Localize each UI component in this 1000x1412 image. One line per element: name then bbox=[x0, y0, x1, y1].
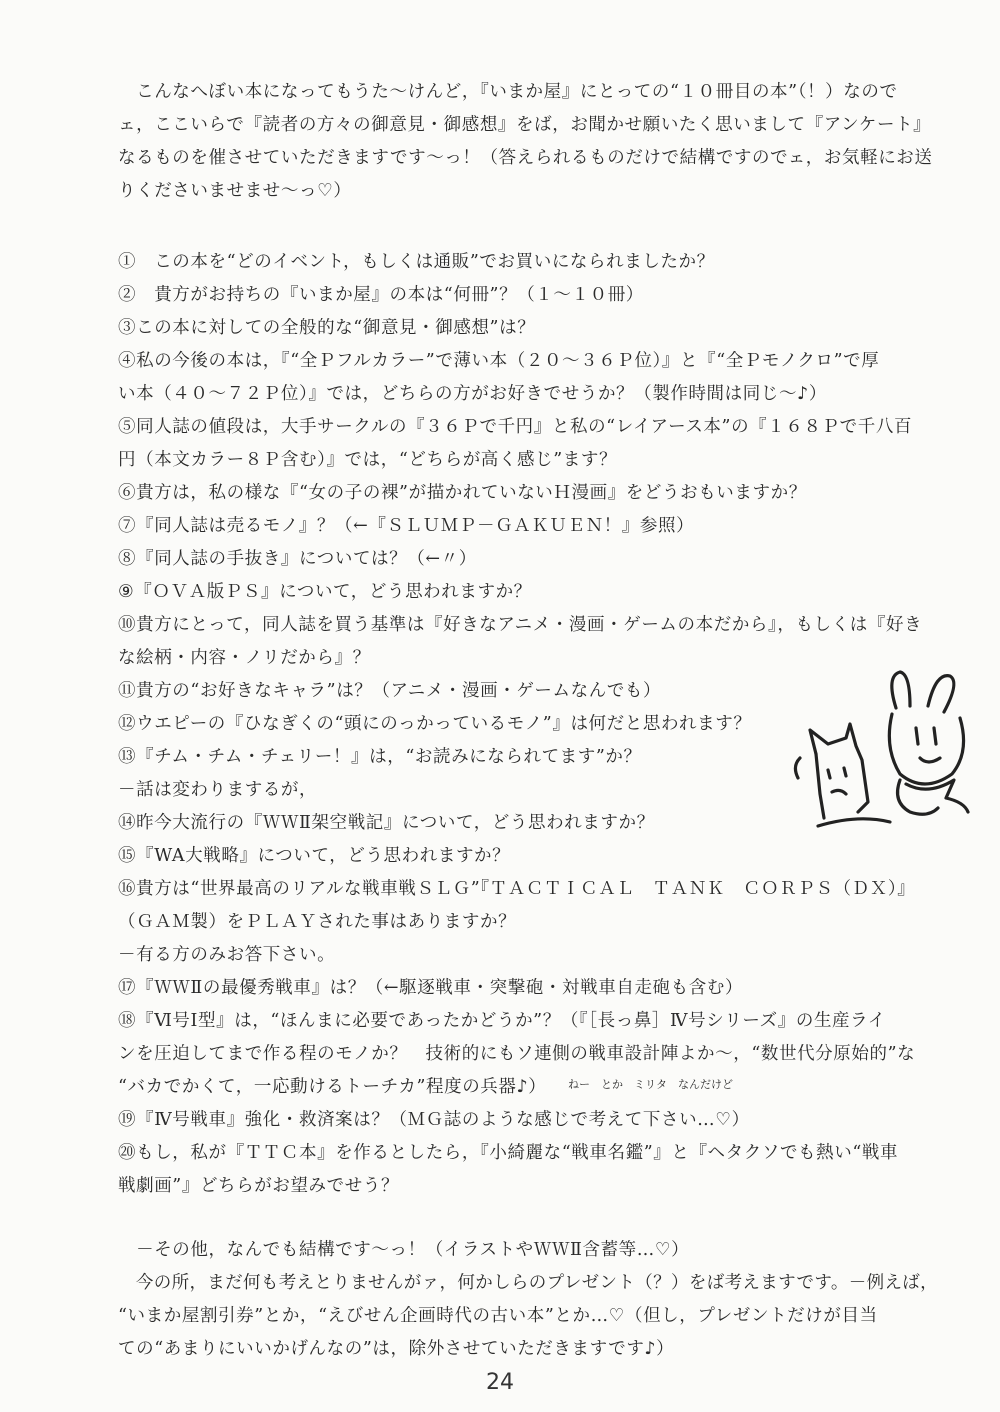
question-line: ⑪貴方の“お好きなキャラ”は？（アニメ・漫画・ゲームなんでも） bbox=[118, 681, 662, 701]
question-line: ⑦『同人誌は売るモノ』？（←『ＳＬＵＭＰ－ＧＡＫＵＥＮ！』参照） bbox=[118, 516, 695, 536]
question-line: 戦劇画”』どちらがお望みでせう？ bbox=[118, 1176, 400, 1196]
intro-line: ェ，ここいらで『読者の方々の御意見・御感想』をば，お聞かせ願いたく思いまして『アンケート』 bbox=[118, 115, 932, 135]
question-line: ⑰『ＷＷⅡの最優秀戦車』は？（←駆逐戦車・突撃砲・対戦車自走砲も含む） bbox=[118, 978, 744, 998]
question-line: 円（本文カラー８Ｐ含む）』では，“どちらが高く感じ”ます？ bbox=[118, 450, 618, 470]
question-line: ⑳もし，私が『ＴＴＣ本』を作るとしたら，『小綺麗な“戦車名鑑”』と『ヘタクソでも熱い“戦車 bbox=[118, 1143, 899, 1163]
question-line: “バカでかくて，一応動けるトーチカ”程度の兵器♪） bbox=[118, 1077, 547, 1097]
question-line: ③この本に対しての全般的な“御意見・御感想”は？ bbox=[118, 318, 536, 338]
intro-line: りくださいませませ〜っ♡） bbox=[118, 181, 352, 201]
closing-line: “いまか屋割引券”とか，“えびせん企画時代の古い本”とか…♡（但し，プレゼントだけが目当 bbox=[118, 1306, 878, 1326]
question-line: ⑱『Ⅵ号Ⅰ型』は，“ほんまに必要であったかどうか”？（『［長っ鼻］Ⅳ号シリーズ』の生産ライ bbox=[118, 1011, 886, 1031]
page-number: 24 bbox=[486, 1370, 514, 1395]
question-line: ⑯貴方は“世界最高のリアルな戦車戦ＳＬＧ”『ＴＡＣＴＩＣＡＬ ＴＡＮＫ ＣＯＲＰＳ（ＤＸ）』 bbox=[118, 879, 916, 899]
closing-line: ての“あまりにいいかげんなの”は，除外させていただきますです♪） bbox=[118, 1339, 675, 1359]
section-aside: －有る方のみお答下さい。 bbox=[118, 945, 336, 965]
intro-line: なるものを催させていただきますです〜っ！（答えられるものだけで結構ですのでェ，お気軽にお送 bbox=[118, 148, 933, 168]
bunny-doodle bbox=[788, 662, 978, 842]
question-line: ② 貴方がお持ちの『いまか屋』の本は“何冊”？（１〜１０冊） bbox=[118, 285, 644, 305]
closing-line: 今の所，まだ何も考えとりませんがァ，何かしらのプレゼント（？）をば考えますです。－例えば， bbox=[118, 1273, 939, 1293]
question-line: ⑬『チム・チム・チェリー！』は，“お読みになられてます”か？ bbox=[118, 747, 642, 767]
question-line: ⑫ウエピーの『ひなぎくの“頭にのっかっているモノ”』は何だと思われます？ bbox=[118, 714, 752, 734]
question-line: ⑤同人誌の値段は，大手サークルの『３６Ｐで千円』と私の“レイアース本”の『１６８Ｐで千八百 bbox=[118, 417, 913, 437]
question-line: い本（４０〜７２Ｐ位）』では，どちらの方がお好きでせうか？（製作時間は同じ〜♪） bbox=[118, 384, 827, 404]
question-line: な絵柄・内容・ノリだから』？ bbox=[118, 648, 371, 668]
question-line: ンを圧迫してまで作る程のモノか？ 技術的にもソ連側の戦車設計陣よか〜，“数世代分原始的”な bbox=[118, 1044, 916, 1064]
question-line: ① この本を“どのイベント，もしくは通販”でお買いになられましたか？ bbox=[118, 252, 715, 272]
question-line: ⑮『WA大戦略』について，どう思われますか？ bbox=[118, 846, 511, 866]
question-line: ⑧『同人誌の手抜き』については？（←〃） bbox=[118, 549, 477, 569]
question-line: ⑨『ＯＶＡ版ＰＳ』について，どう思われますか？ bbox=[118, 582, 532, 602]
handwritten-note: ねー とか ミリタ なんだけど bbox=[568, 1078, 733, 1091]
closing-line: －その他，なんでも結構です〜っ！（イラストやＷＷⅡ含蓄等…♡） bbox=[118, 1240, 690, 1260]
question-line: ⑭昨今大流行の『ＷＷⅡ架空戦記』について，どう思われますか？ bbox=[118, 813, 655, 833]
question-line: ⑥貴方は，私の様な『“女の子の裸”が描かれていないＨ漫画』をどうおもいますか？ bbox=[118, 483, 807, 503]
question-line: （ＧＡＭ製）をＰＬＡＹされた事はありますか？ bbox=[118, 912, 517, 932]
section-aside: －話は変わりまするが， bbox=[118, 780, 318, 800]
question-line: ⑲『Ⅳ号戦車』強化・救済案は？（ＭＧ誌のような感じで考えて下さい…♡） bbox=[118, 1110, 750, 1130]
intro-line: こんなへぼい本になってもうた〜けんど，『いまか屋』にとっての“１０冊目の本”（！）なので bbox=[118, 82, 898, 102]
question-line: ⑩貴方にとって，同人誌を買う基準は『好きなアニメ・漫画・ゲームの本だから』，もしくは『好き bbox=[118, 615, 923, 635]
question-line: ④私の今後の本は，『“全Ｐフルカラー”で薄い本（２０〜３６Ｐ位）』と『“全Ｐモノクロ”で厚 bbox=[118, 351, 880, 371]
